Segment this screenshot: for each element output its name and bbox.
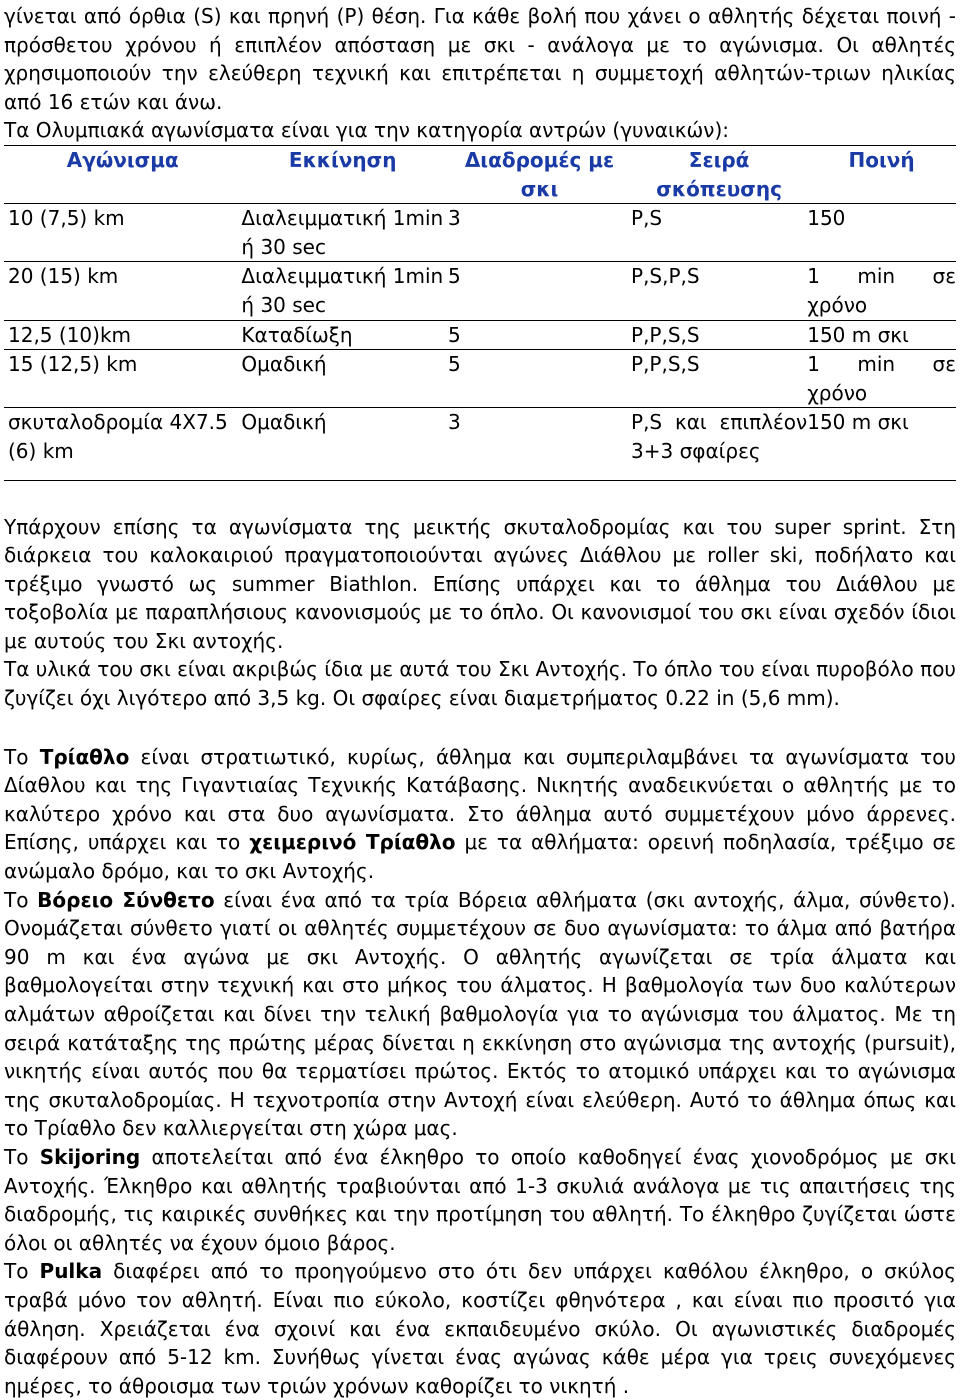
olympic-events-table (4, 145, 956, 481)
cell-shooting: P,S (631, 204, 807, 262)
spacer (4, 481, 956, 513)
text-run: αποτελείται από ένα έλκηθρο το οποίο καθοδηγεί ένας χιονοδρόμος με σκι Αντοχής. Έλκηθρο και αθλητής τραβιούνται από 1-3 σκυλιά ανάλογα με τις απαιτήσεις της διαδρομής, τις καιρικές συνθήκες και την προτίμηση του αθλητή. Το έλκηθρο ζυγίζεται ώστε όλοι οι αθλητές να έχουν όμοιο βάρος. (4, 1144, 957, 1255)
intro-paragraph: γίνεται από όρθια (S) και πρηνή (P) θέση. Για κάθε βολή που χάνει ο αθλητής δέχεται ποινή - πρόσθετου χρόνου ή επιπλέον απόσταση με σκι - ανάλογα με το αγώνισμα. Οι αθλητές χρησιμοποιούν την ελεύθερη τεχνική και επιτρέπεται η συμμετοχή αθλητών-τριων ηλικίας από 16 ετών και άνω. (4, 4, 956, 114)
cell-event: 12,5 (10)km (4, 320, 237, 350)
term-triathlon: Τρίαθλο (39, 744, 130, 769)
text-run: είναι ένα από τα τρία Βόρεια αθλήματα (σκι αντοχής, άλμα, σύνθετο). Ονομάζεται σύνθετο γιατί οι αθλητές συμμετέχουν σε δυο αγωνίσματα: το άλμα από βατήρα 90 m και ένα αγώνα με σκι Αντοχής. Ο αθλητής αγωνίζεται σε τρία άλματα και βαθμολογείται στην τεχνική και στο μήκος του άλματος. Η βαθμολογία των δυο καλύτερων αλμάτων αθροίζεται και δίνει την τελική βαθμολογία για το αγώνισμα του άλματος. Με τη σειρά κατάταξης της πρώτης μέρας δίνεται η εκκίνηση στο αγώνισμα της αντοχής (pursuit), νικητής είναι αυτός που θα τερματίσει πρώτος. Εκτός το ατομικό υπάρχει και το αγώνισμα της σκυταλοδρομίας. Η τεχνοτροπία στην Αντοχή είναι ελεύθερη. Αυτό το άθλημα όπως και το Τρίαθλο δεν καλλιεργείται στη χώρα μας. (4, 887, 956, 1141)
cell-start: Ομαδική (241, 410, 327, 435)
header-event: Αγώνισμα (4, 145, 237, 203)
pulka-paragraph (4, 1257, 956, 1400)
text-run: Το (4, 887, 38, 912)
term-pulka: Pulka (39, 1259, 103, 1284)
header-start: Εκκίνηση (237, 145, 448, 203)
cell-event: 10 (7,5) km (4, 204, 237, 262)
cell-shooting: P,S,P,S (631, 262, 807, 320)
cell-start: Διαλειμματική 1min ή 30 sec (237, 262, 448, 320)
equipment-paragraph: Τα υλικά του σκι είναι ακριβώς ίδια με αυτά του Σκι Αντοχής. Το όπλο του είναι πυροβόλο που ζυγίζει όχι λιγότερο από 3,5 kg. Οι σφαίρες είναι διαμετρήματος 0.22 in (5,6 mm). (4, 657, 956, 711)
cell-penalty: 150 m σκι (807, 410, 909, 435)
document-page (4, 0, 956, 1400)
text-run: Το (4, 1259, 40, 1284)
cell-start: Καταδίωξη (237, 320, 448, 350)
cell-penalty: 150 m σκι (807, 320, 956, 350)
table-row (4, 408, 956, 480)
table-row (4, 262, 956, 320)
cell-event: σκυταλοδρομία 4X7.5 (6) km (8, 410, 228, 463)
olympic-events-intro: Τα Ολυμπιακά αγωνίσματα είναι για την κατηγορία αντρών (γυναικών): (4, 118, 729, 143)
header-ski-routes: Διαδρομές με σκι (448, 145, 631, 203)
table-row (4, 204, 956, 262)
term-winter-triathlon: χειμερινό Τρίαθλο (249, 830, 456, 855)
table-header-row (4, 145, 956, 203)
cell-shooting: P,S και επιπλέον 3+3 σφαίρες (631, 410, 808, 463)
cell-penalty: 1 min σε χρόνο (807, 262, 956, 320)
text-run: Το (4, 744, 40, 769)
cell-shooting: P,P,S,S (631, 350, 807, 408)
biathlon-variants-paragraph: Υπάρχουν επίσης τα αγωνίσματα της μεικτής σκυταλοδρομίας και του super sprint. Στη διάρκεια του καλοκαιριού πραγματοποιούνται αγώνες Διάθλου με roller ski, ποδήλατο και τρέξιμο γνωστό ως summer Biathlon. Επίσης υπάρχει και το άθλημα του Διάθλου με τοξοβολία με παραπλήσιους κανονισμούς με το όπλο. Οι κανονισμοί του σκι είναι σχεδόν ίδιοι με αυτούς του Σκι αντοχής. (4, 514, 956, 653)
text-run: με τα αθλήματα: ορεινή ποδηλασία, τρέξιμο σε ανώμαλο δρόμο, και το σκι Αντοχής. (4, 830, 956, 884)
cell-penalty: 150 (807, 204, 956, 262)
cell-shooting: P,P,S,S (631, 320, 807, 350)
table-row (4, 350, 956, 408)
term-nordic-combined: Βόρειο Σύνθετο (37, 887, 215, 912)
text-run: διαφέρει από το προηγούμενο στο ότι δεν υπάρχει καθόλου έλκηθρο, ο σκύλος τραβά μόνο τον αθλητή. Είναι πιο εύκολο, κοστίζει φθηνότερα , και είναι πιο προσιτό για άθληση. Χρειάζεται ένα σχοινί και ένα εκπαιδευμένο σκύλο. Οι αγωνιστικές διαδρομές διαφέρουν από 5-12 km. Συνήθως γίνεται ένας αγώνας κάθε μέρα για τρεις συνεχόμενες ημέρες, το άθροισμα των τριών χρόνων καθορίζει το νικητή . (4, 1259, 957, 1398)
cell-start: Ομαδική (237, 350, 448, 408)
cell-event: 15 (12,5) km (4, 350, 237, 408)
cell-routes: 5 (448, 262, 631, 320)
cell-event: 20 (15) km (4, 262, 237, 320)
cell-penalty: 1 min σε χρόνο (807, 350, 956, 408)
triathlon-paragraph (4, 743, 956, 886)
header-penalty: Ποινή (807, 145, 956, 203)
text-run: είναι στρατιωτικό, κυρίως, άθλημα και συμπεριλαμβάνει τα αγωνίσματα του Δίαθλου και της Γιγαντιαίας Τεχνικής Κατάβασης. Νικητής αναδεικνύεται ο αθλητής με το καλύτερο χρόνο και στα δυο αγωνίσματα. Στο άθλημα αυτό συμμετέχουν μόνο άρρενες. Επίσης, υπάρχει και το (4, 744, 956, 855)
nordic-combined-paragraph (4, 886, 956, 1143)
text-run: Το (4, 1144, 40, 1169)
spacer (4, 713, 956, 743)
cell-routes: 3 (448, 204, 631, 262)
cell-routes: 5 (448, 350, 631, 408)
skijoring-paragraph (4, 1143, 956, 1257)
table-row (4, 320, 956, 350)
cell-start: Διαλειμματική 1min ή 30 sec (237, 204, 448, 262)
cell-routes: 5 (448, 320, 631, 350)
header-shooting-order: Σειρά σκόπευσης (631, 145, 807, 203)
cell-routes: 3 (447, 410, 461, 435)
term-skijoring: Skijoring (39, 1144, 141, 1169)
